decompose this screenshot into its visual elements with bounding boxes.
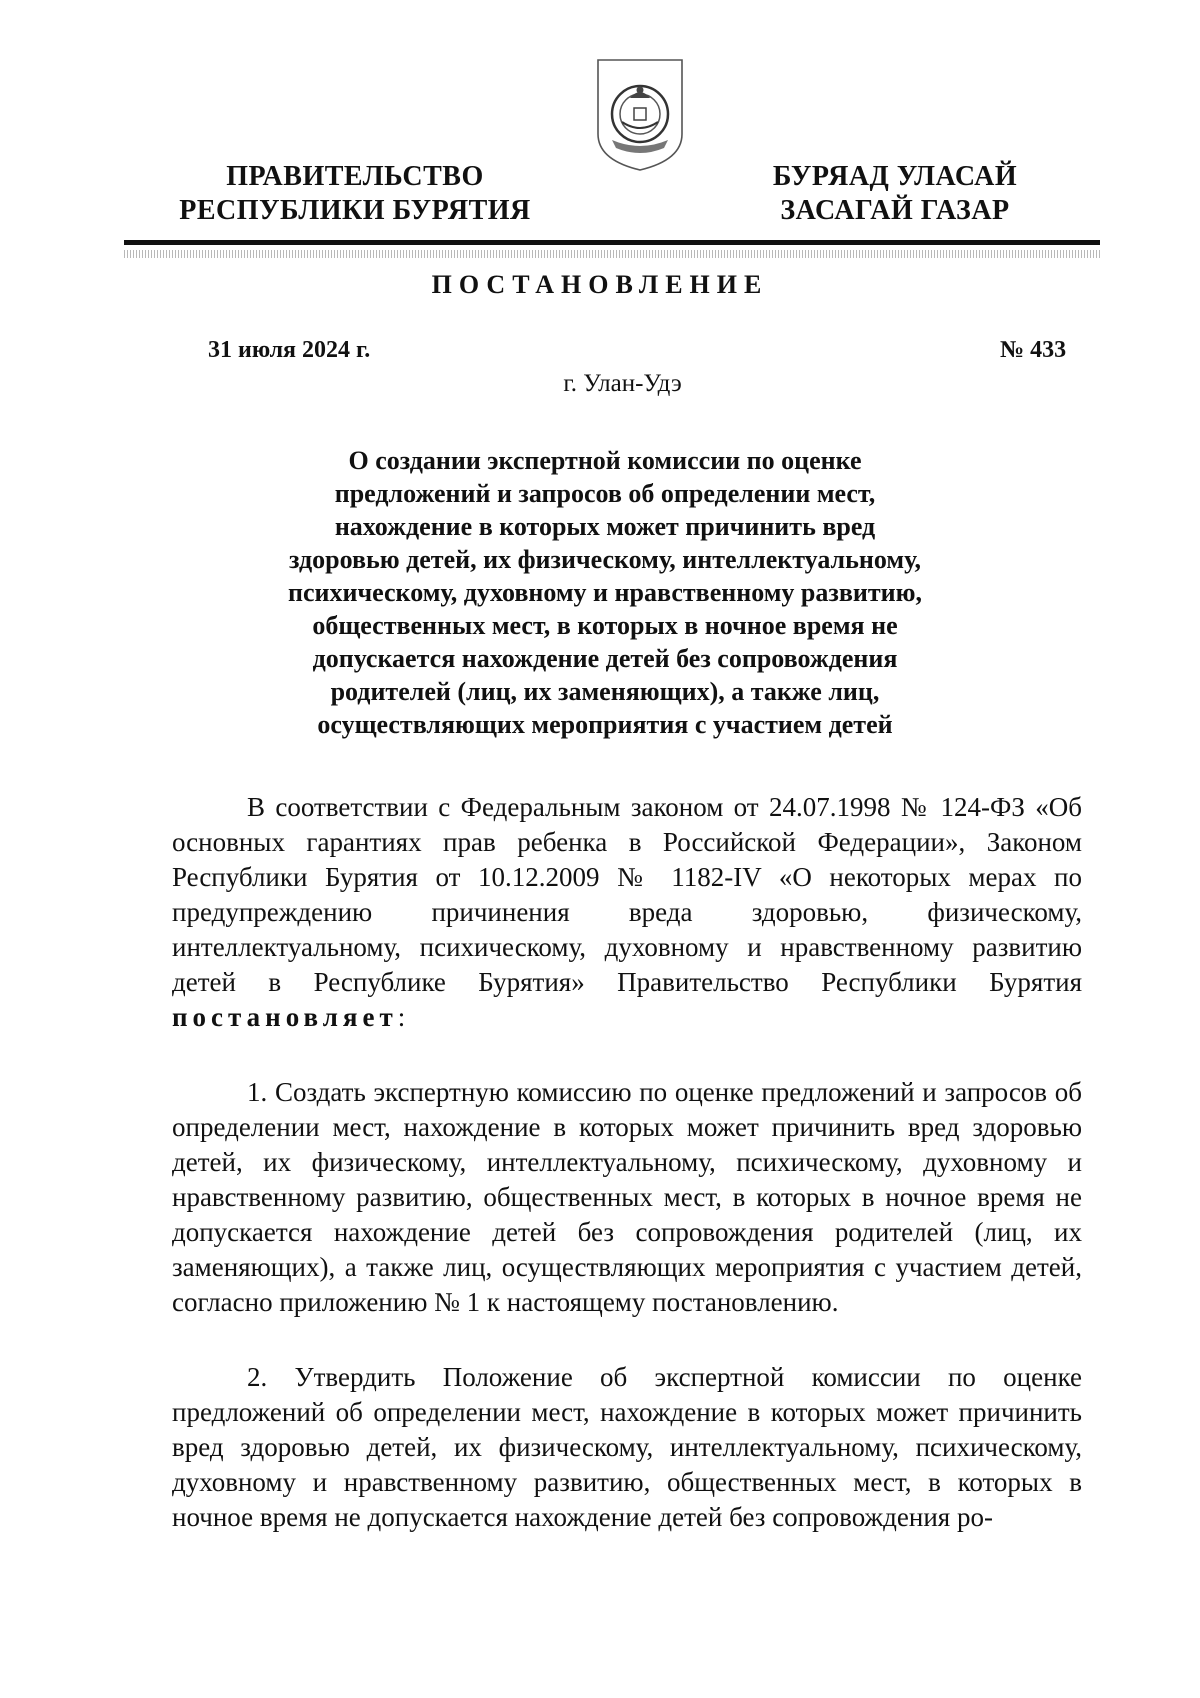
clause-paragraph: 1. Создать экспертную комиссию по оценке предложений и запросов об определении мест, нахождение в которых может причинить вред здоровью детей, их физическому, интеллектуальному, психическому, духовному и нравственному развитию, общественных мест, в которых в ночное время не допускается нахождение детей без сопровождения родителей (лиц, их заменяющих), а также лиц, осуществляющих мероприятия с участием детей, согласно приложению № 1 к настоящему постановлению. — [172, 1077, 1082, 1317]
title-line: предложений и запросов об определении мест, — [334, 479, 876, 508]
title-line: родителей (лиц, их заменяющих), а также лиц, — [330, 677, 880, 706]
document-number: № 433 — [1000, 337, 1067, 363]
title-line: психическому, духовному и нравственному развитию, — [288, 578, 922, 607]
document-type: ПОСТАНОВЛЕНИЕ — [431, 270, 769, 299]
organization-name-ru — [170, 160, 540, 228]
document-city: г. Улан-Удэ — [563, 370, 682, 397]
org-name-line: РЕСПУБЛИКИ БУРЯТИЯ — [179, 195, 531, 226]
title-line: здоровью детей, их физическому, интеллектуальному, — [289, 545, 921, 574]
org-name-line: ЗАСАГАЙ ГАЗАР — [780, 195, 1010, 226]
organization-name-bua — [730, 160, 1060, 228]
title-line: допускается нахождение детей без сопровождения — [312, 644, 898, 673]
header-divider-hatched — [124, 250, 1100, 258]
preamble-text: В соответствии с Федеральным законом от 24.07.1998 № 124-ФЗ «Об основных гарантиях прав ребенка в Российской Федерации», Законом Республики Бурятия от 10.12.2009 № 1182-IV «О некоторых мерах по предупреждению причинения вреда здоровью, физическому, интеллектуальному, психическому, духовному и нравственному развитию детей в Республике Бурятия» Правительство Республики Бурятия — [172, 792, 1082, 997]
header-divider — [124, 240, 1100, 245]
title-line: общественных мест, в которых в ночное время не — [312, 611, 898, 640]
title-line: О создании экспертной комиссии по оценке — [348, 446, 862, 475]
document-date: 31 июля 2024 г. — [208, 337, 371, 363]
resolution-keyword: постановляет — [172, 1002, 398, 1032]
preamble-end: : — [397, 1002, 406, 1032]
preamble-paragraph — [172, 790, 1082, 1035]
clause-paragraph: 2. Утвердить Положение об экспертной комиссии по оценке предложений об определении мест, нахождение в которых может причинить вред здоровью детей, их физическому, интеллектуальному, психическому, духовному и нравственному развитию, общественных мест, в которых в ночное время не допускается нахождение детей без сопровождения ро- — [172, 1362, 1082, 1532]
title-line: осуществляющих мероприятия с участием детей — [317, 710, 893, 739]
title-line: нахождение в которых может причинить вред — [334, 512, 876, 541]
coat-of-arms-icon — [592, 56, 688, 174]
document-title — [250, 444, 960, 741]
org-name-line: БУРЯАД УЛАСАЙ — [772, 161, 1018, 192]
org-name-line: ПРАВИТЕЛЬСТВО — [226, 161, 484, 192]
document-body — [172, 790, 1082, 1535]
